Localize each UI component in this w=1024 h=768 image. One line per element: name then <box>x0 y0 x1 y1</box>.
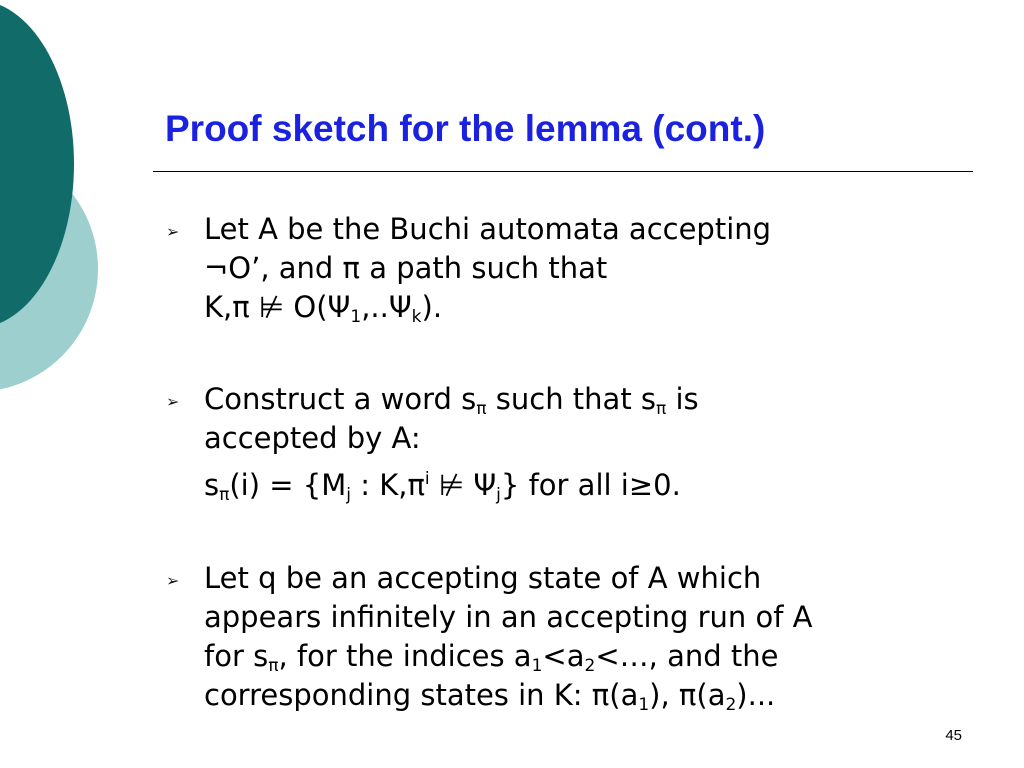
text-line: corresponding states in K: $\pi(a_1)$, $\pi(a_2)$... <box>204 678 776 715</box>
text-line: Construct a word $s_\pi$ such that $s_\pi$ is <box>204 382 699 419</box>
subscript: π <box>656 399 667 419</box>
superscript: i <box>424 469 430 489</box>
subscript: 1 <box>531 656 543 676</box>
subscript: π <box>268 656 279 676</box>
subscript: π <box>219 485 230 505</box>
subscript: j <box>346 485 351 505</box>
text-line: ¬O’, and π a path such that <box>204 251 608 285</box>
text-line: appears infinitely in an accepting run of A <box>204 600 813 634</box>
text-line: accepted by A: <box>204 421 421 455</box>
subscript: k <box>411 307 422 327</box>
subscript: π <box>476 399 487 419</box>
subscript: 2 <box>584 656 596 676</box>
bullet-text <box>204 380 699 458</box>
subscript: 2 <box>725 695 737 715</box>
bullet-text <box>204 559 813 715</box>
page-number: 45 <box>945 727 962 744</box>
subscript: 1 <box>638 695 650 715</box>
text-line: K,π ⊭ $O(\Psi_1,..\Psi_k)$. <box>204 290 443 327</box>
text-line: for $s_\pi$, for the indices $a_1<a_2<\dots$, and the <box>204 639 779 676</box>
chevron-right-icon: ➢ <box>166 392 180 411</box>
slide-title: Proof sketch for the lemma (cont.) <box>165 108 766 149</box>
bullet-text <box>204 210 771 327</box>
text-line: Let A be the Buchi automata accepting <box>204 212 772 246</box>
chevron-right-icon: ➢ <box>166 222 180 241</box>
subscript: j <box>496 485 501 505</box>
text-line: $s_\pi(i) = \{M_j$ : $K,\pi^i$ ⊭ $\Psi_j$} for all i≥0. <box>204 468 681 505</box>
chevron-right-icon: ➢ <box>166 571 180 590</box>
bullet-formula <box>204 466 681 505</box>
text-line: Let q be an accepting state of A which <box>204 561 762 595</box>
subscript: 1 <box>350 307 362 327</box>
